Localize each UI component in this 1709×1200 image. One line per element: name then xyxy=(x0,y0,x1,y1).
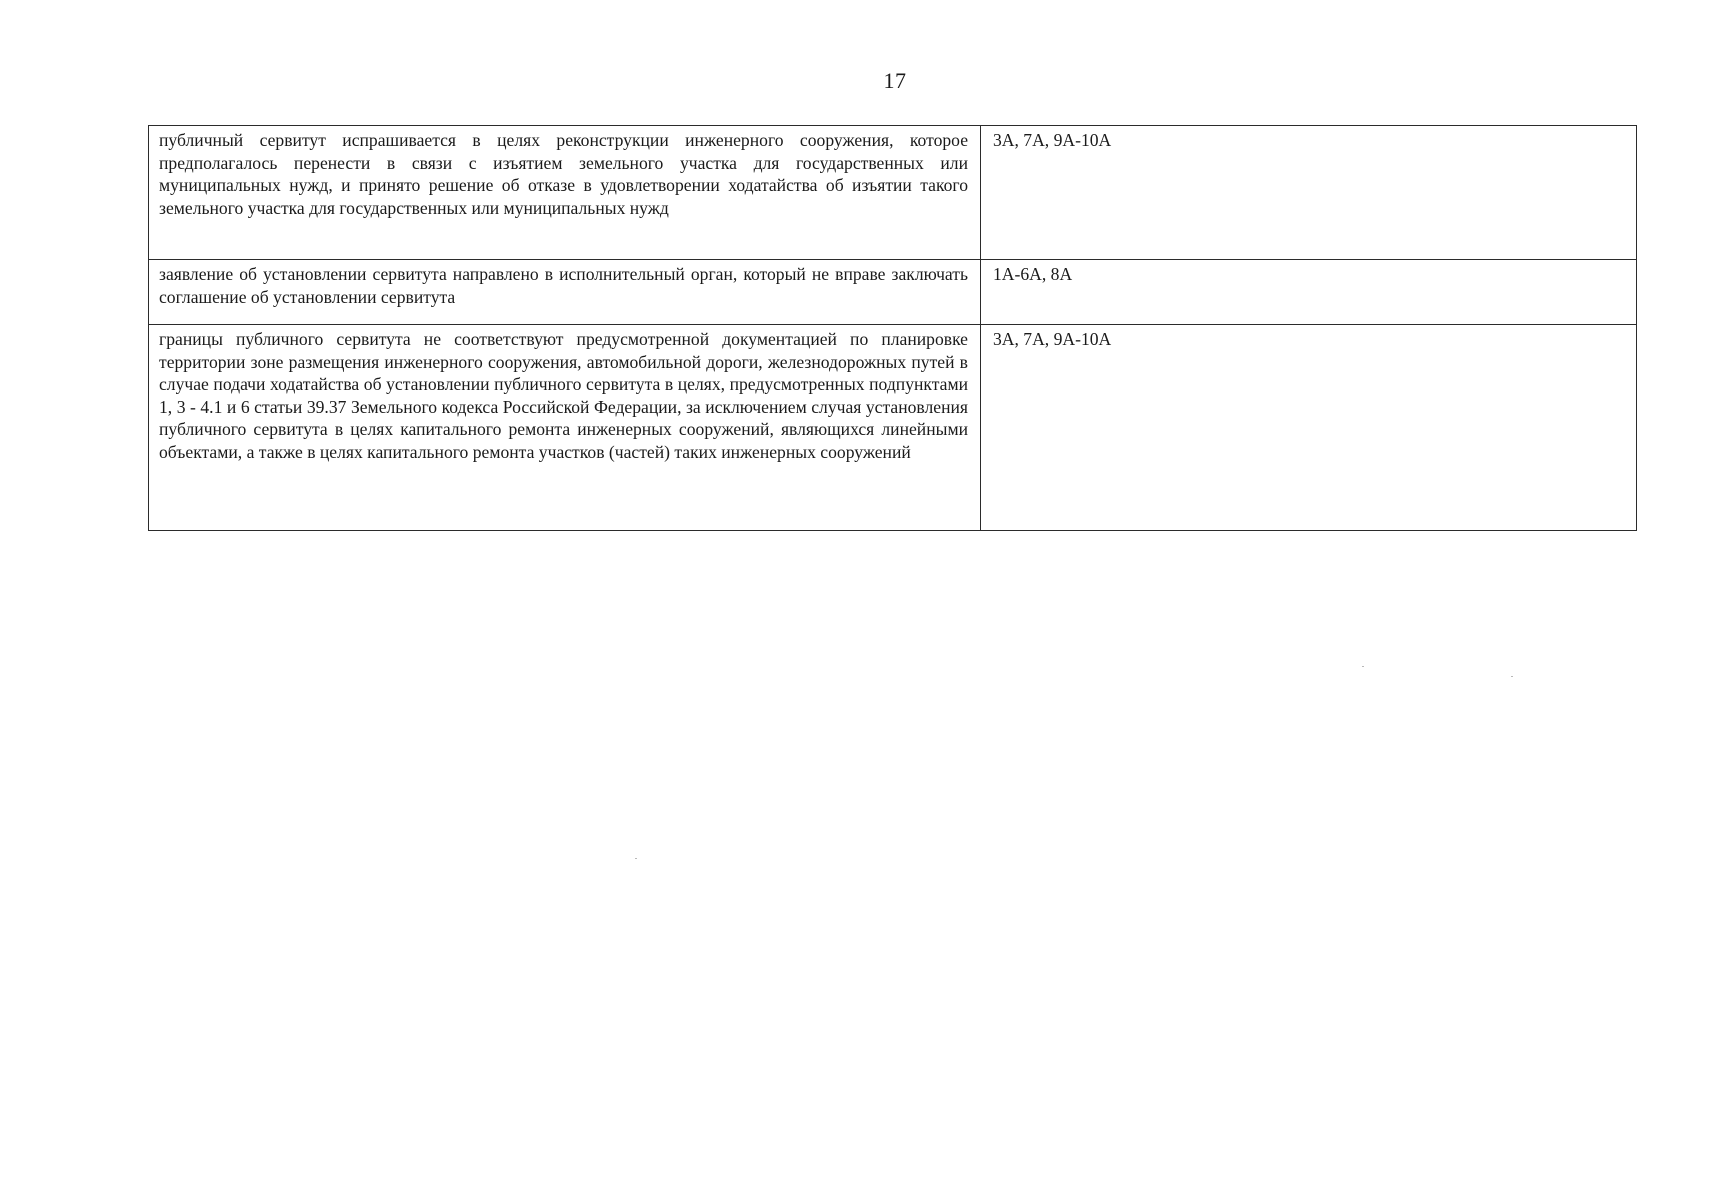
ground-text-cell: заявление об установлении сервитута направлено в исполнительный орган, который не вправе заключать соглашение об установлении сервитута xyxy=(149,260,981,325)
ground-text-cell: границы публичного сервитута не соответствуют предусмотренной документацией по планировке территории зоне размещения инженерного сооружения, автомобильной дороги, железнодорожных путей в случае подачи ходатайства об установлении публичного сервитута в целях, предусмотренных подпунктами 1, 3 - 4.1 и 6 статьи 39.37 Земельного кодекса Российской Федерации, за исключением случая установления публичного сервитута в целях капитального ремонта инженерных сооружений, являющихся линейными объектами, а также в целях капитального ремонта участков (частей) таких инженерных сооружений xyxy=(149,325,981,531)
table-row xyxy=(149,260,1637,325)
refusal-grounds-table xyxy=(148,125,1637,531)
scan-speck xyxy=(1362,666,1364,667)
form-codes-cell: 1А-6А, 8А xyxy=(981,260,1637,325)
table-row xyxy=(149,325,1637,531)
scan-speck xyxy=(635,858,637,859)
ground-text-cell: публичный сервитут испрашивается в целях реконструкции инженерного сооружения, которое предполагалось перенести в связи с изъятием земельного участка для государственных или муниципальных нужд, и принято решение об отказе в удовлетворении ходатайства об изъятии такого земельного участка для государственных или муниципальных нужд xyxy=(149,126,981,260)
form-codes-cell: 3А, 7А, 9А-10А xyxy=(981,325,1637,531)
table-row xyxy=(149,126,1637,260)
form-codes-cell: 3А, 7А, 9А-10А xyxy=(981,126,1637,260)
scan-speck xyxy=(1511,676,1513,677)
page-number: 17 xyxy=(883,68,907,93)
